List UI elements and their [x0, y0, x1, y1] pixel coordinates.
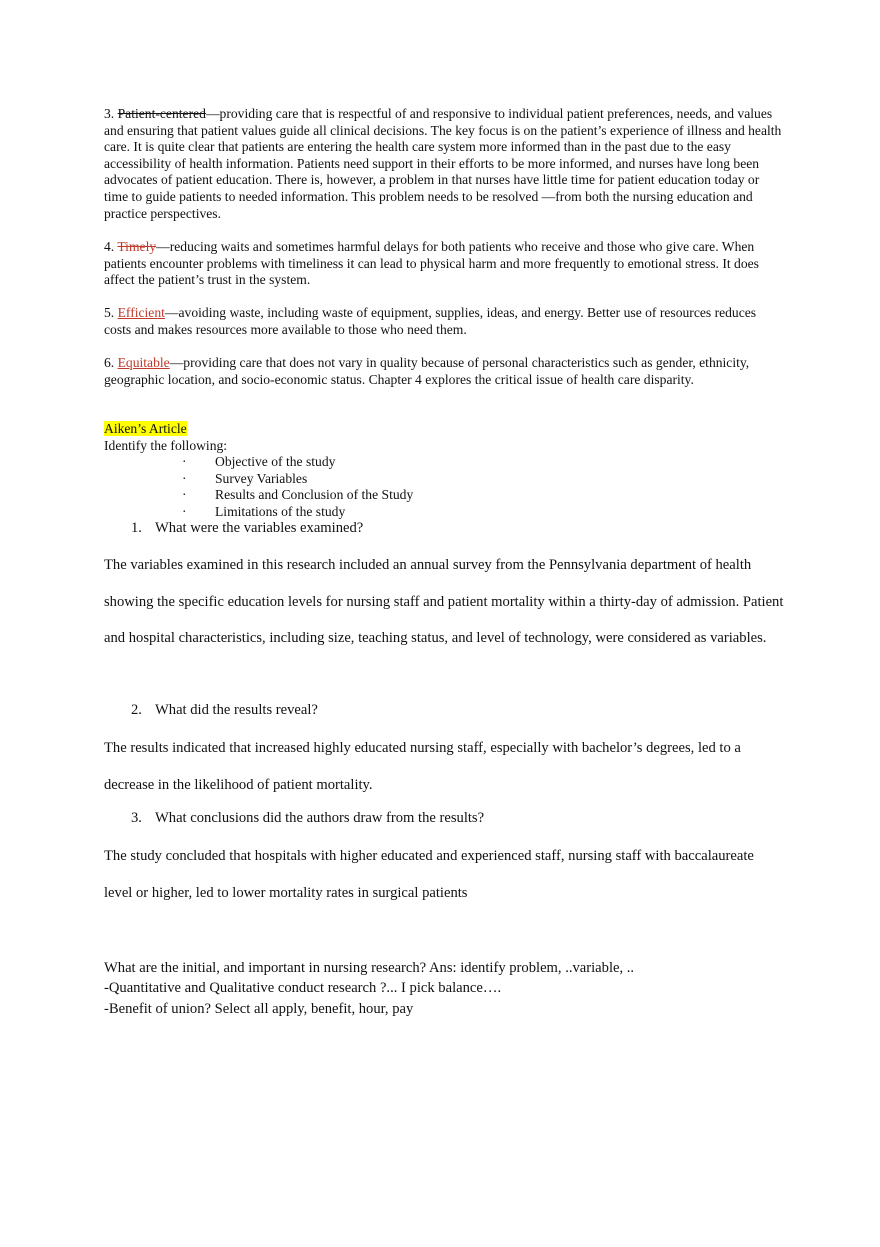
item-text: —avoiding waste, including waste of equipment, supplies, ideas, and energy. Better use of resources reduces costs and makes resources more available to those who need them. [104, 305, 757, 337]
item-number: 5. [104, 305, 115, 320]
list-item: Limitations of the study [215, 504, 346, 519]
list-item: Survey Variables [215, 471, 308, 486]
note-line: What are the initial, and important in nursing research? Ans: identify problem, ..variable, .. [104, 960, 635, 976]
article-intro: Identify the following: [104, 438, 228, 453]
item-term: Timely [117, 239, 157, 254]
answer-text: The results indicated that increased highly educated nursing staff, especially with bachelor’s degrees, led to a decrease in the likelihood of patient mortality. [104, 740, 741, 793]
item-text: —providing care that is respectful of and responsive to individual patient preferences, needs, and values and ensuring that patient values guide all clinical decisions. The key focus is on the patient’s experience of illness and health care. It is quite clear that patients are entering the health care system more informed than in the past due to the easy accessibility of health information. Patients need support in their efforts to be more informed, and nurses have long been advocates of patient education. There is, however, a problem in that nurses have little time for patient education today or time to guide patients to needed information. This problem needs to be resolved —from both the nursing education and practice perspectives. [104, 106, 782, 221]
item-term: Patient-centered [117, 106, 206, 121]
question-text: What did the results reveal? [155, 702, 318, 718]
question-text: What were the variables examined? [155, 520, 364, 536]
quality-item-efficient [104, 305, 784, 338]
bullet-dot: · [182, 471, 187, 486]
note-line: -Quantitative and Qualitative conduct research ?... I pick balance…. [104, 980, 502, 996]
quality-item-patient-centered [104, 106, 784, 222]
item-term: Equitable [117, 355, 170, 370]
answer-text: The study concluded that hospitals with higher educated and experienced staff, nursing staff with baccalaureate level or higher, led to lower mortality rates in surgical patients [104, 848, 754, 901]
bullet-dot: · [182, 487, 187, 502]
question-text: What conclusions did the authors draw from the results? [155, 810, 485, 826]
article-heading: Aiken’s Article [104, 421, 187, 436]
item-text: —reducing waits and sometimes harmful delays for both patients who receive and those who give care. When patients encounter problems with timeliness it can lead to physical harm and more frequently to emotional stress. It does affect the patient’s trust in the system. [104, 239, 759, 288]
answer-text: The variables examined in this research included an annual survey from the Pennsylvania department of health showing the specific education levels for nursing staff and patient mortality within a thirty-day of admission. Patient and hospital characteristics, including size, teaching status, and level of technology, were considered as variables. [104, 557, 784, 646]
question-number: 3. [131, 810, 142, 826]
item-number: 3. [104, 106, 115, 121]
quality-item-timely [104, 239, 784, 289]
list-item: Objective of the study [215, 454, 336, 469]
bullet-dot: · [182, 504, 187, 519]
note-line: -Benefit of union? Select all apply, benefit, hour, pay [104, 1001, 414, 1017]
item-number: 6. [104, 355, 115, 370]
item-text: —providing care that does not vary in quality because of personal characteristics such as gender, ethnicity, geographic location, and socio-economic status. Chapter 4 explores the critical issue of health care disparity. [104, 355, 750, 387]
question-number: 2. [131, 702, 142, 718]
item-number: 4. [104, 239, 115, 254]
quality-item-equitable [104, 355, 784, 388]
bullet-dot: · [182, 454, 187, 469]
question-number: 1. [131, 520, 142, 536]
list-item: Results and Conclusion of the Study [215, 487, 414, 502]
item-term: Efficient [117, 305, 165, 320]
